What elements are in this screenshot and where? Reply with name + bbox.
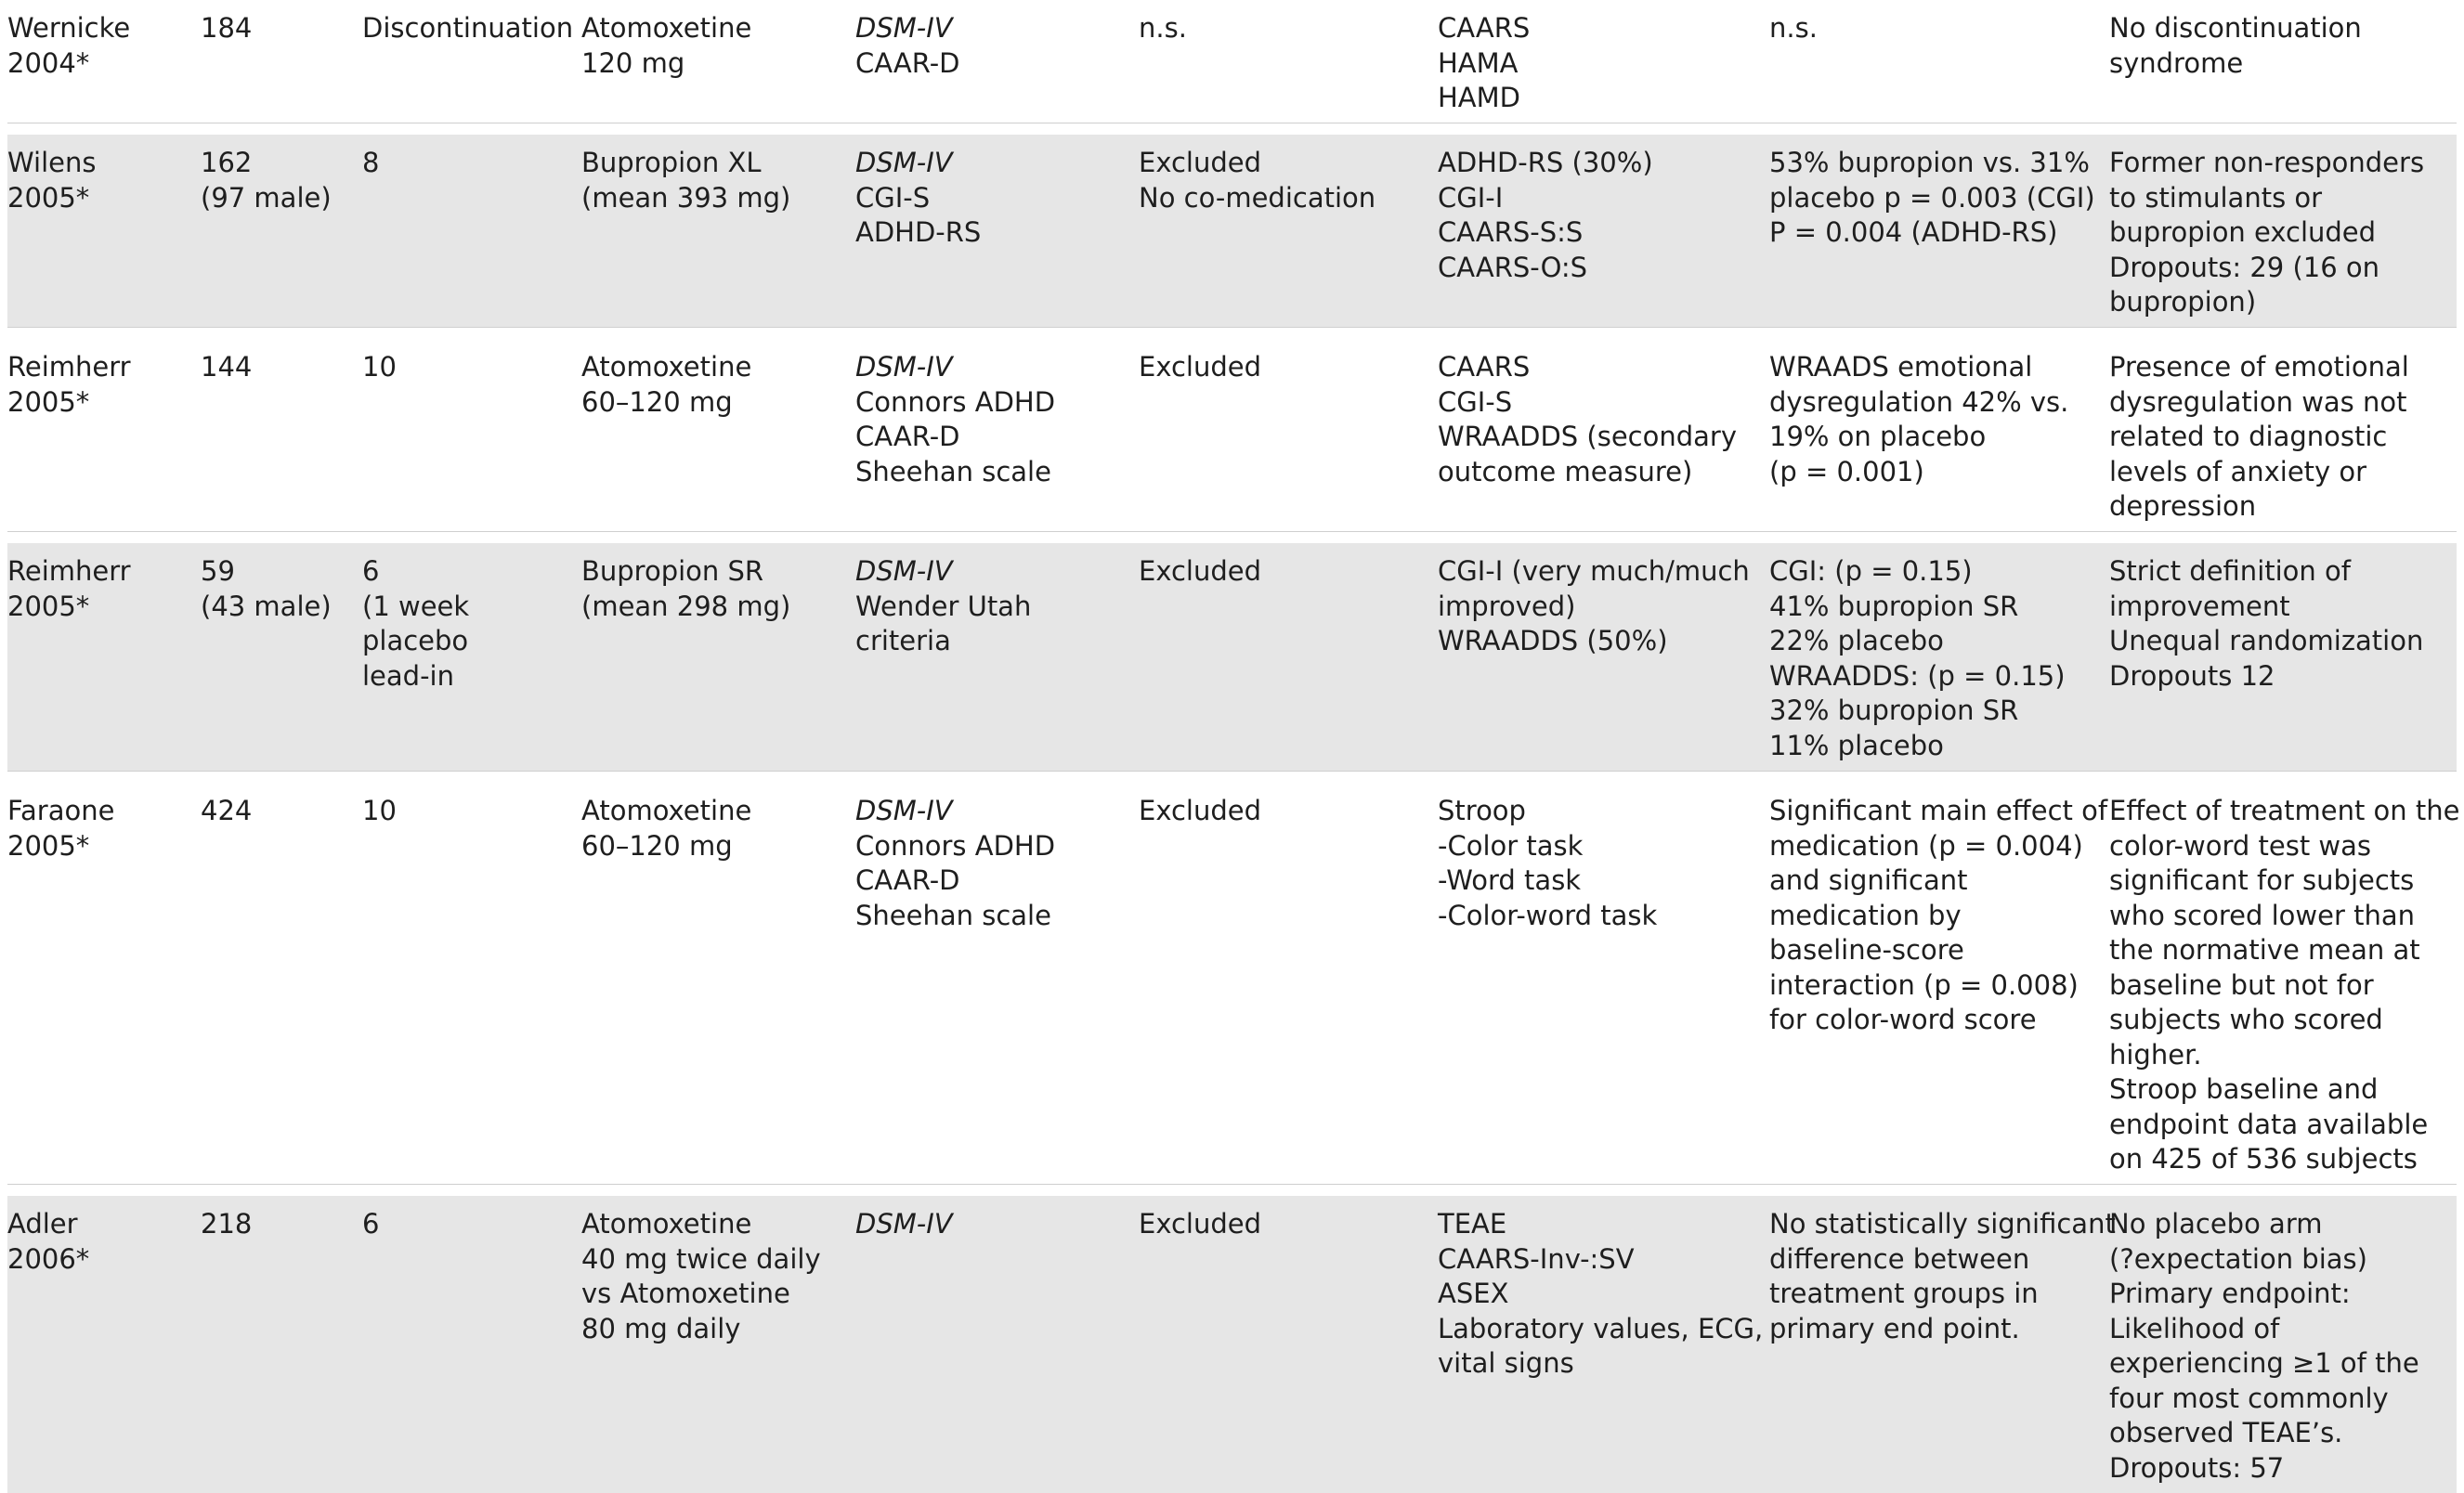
cell-text [1438, 11, 1769, 116]
cell-line: Sheehan scale [855, 899, 1051, 931]
cell-line: Reimherr [7, 555, 131, 587]
comorbidity-cell [1139, 135, 1438, 328]
cell-text [362, 794, 581, 829]
comorbidity-cell [1139, 543, 1438, 772]
cell-line: outcome measure) [1438, 455, 1693, 487]
cell-text [1769, 11, 2109, 46]
cell-text [2109, 350, 2457, 525]
cell-line: Atomoxetine [581, 351, 752, 383]
cell-line: baseline but not for [2109, 968, 2374, 1001]
cell-line: WRAADS emotional [1769, 351, 2033, 383]
cell-line: n.s. [1769, 12, 1818, 44]
cell-line: treatment groups in [1769, 1278, 2039, 1309]
cell-line: -Color-word task [1438, 899, 1658, 931]
cell-line: HAMD [1438, 82, 1520, 113]
cell-line: 80 mg daily [581, 1312, 741, 1344]
cell-line: No placebo arm [2109, 1208, 2323, 1240]
n-cell [201, 0, 362, 123]
table-row [7, 1196, 2457, 1493]
row-divider-line [7, 772, 2457, 784]
cell-text [1139, 554, 1438, 590]
cell-line: 218 [201, 1208, 253, 1240]
table-row [7, 339, 2457, 532]
cell-text [1438, 554, 1769, 659]
cell-line: CAAR-D [855, 421, 960, 452]
cell-line: Dropouts 12 [2109, 659, 2275, 692]
cell-text [1139, 350, 1438, 385]
n-cell [201, 543, 362, 772]
cell-line: (43 male) [201, 590, 332, 622]
n-cell [201, 135, 362, 328]
cell-text [1769, 794, 2109, 1038]
cell-line: (1 week [362, 590, 470, 622]
cell-line: 2006* [7, 1242, 90, 1275]
cell-line: No discontinuation [2109, 12, 2362, 44]
cell-text [1769, 1207, 2116, 1346]
cell-line: CAARS-Inv-:SV [1438, 1242, 1635, 1275]
drug-dose-cell [581, 1196, 855, 1493]
cell-line: Laboratory values, ECG, [1438, 1312, 1764, 1344]
cell-line: No co-medication [1139, 181, 1376, 214]
cell-line: DSM-IV [855, 351, 953, 383]
cell-text [362, 146, 581, 181]
cell-text [7, 794, 201, 863]
cell-line: CGI-I [1438, 181, 1504, 214]
cell-text [7, 146, 201, 215]
cell-text [1438, 794, 1769, 933]
cell-line: vs Atomoxetine [581, 1278, 790, 1309]
diagnosis-cell [855, 1196, 1139, 1493]
cell-line: 2004* [7, 46, 90, 79]
cell-text [1139, 146, 1438, 215]
cell-line: criteria [855, 625, 951, 656]
cell-text [581, 794, 855, 863]
cell-line: Dropouts: 57 [2109, 1451, 2285, 1484]
row-divider-line [7, 1185, 2457, 1197]
cell-text [1139, 11, 1438, 46]
cell-line: Presence of emotional [2109, 351, 2409, 383]
cell-text [2109, 1207, 2457, 1486]
cell-line: 162 [201, 147, 253, 178]
cell-line: improvement [2109, 590, 2290, 622]
cell-line: TEAE [1438, 1208, 1507, 1240]
results-cell [1769, 543, 2109, 772]
comorbidity-cell [1139, 1196, 1438, 1493]
drug-dose-cell [581, 783, 855, 1185]
cell-text [201, 794, 362, 829]
cell-line: CAARS [1438, 351, 1531, 383]
cell-text [362, 350, 581, 385]
cell-line: levels of anxiety or [2109, 455, 2367, 487]
cell-text [855, 146, 1139, 251]
cell-line: dysregulation was not [2109, 385, 2407, 418]
cell-line: 2005* [7, 590, 90, 622]
cell-line: CGI-S [855, 181, 931, 214]
drug-dose-cell [581, 135, 855, 328]
cell-text [1438, 350, 1769, 489]
cell-line: CGI-I (very much/much [1438, 555, 1750, 587]
cell-line: Wender Utah [855, 590, 1032, 622]
row-divider [7, 772, 2457, 784]
cell-line: (mean 393 mg) [581, 181, 791, 214]
cell-line: medication (p = 0.004) [1769, 829, 2083, 862]
cell-text [362, 1207, 581, 1242]
cell-line: DSM-IV [855, 795, 953, 826]
cell-line: n.s. [1139, 12, 1187, 44]
cell-line: for color-word score [1769, 1004, 2037, 1035]
cell-line: Excluded [1139, 351, 1262, 383]
cell-line: Excluded [1139, 795, 1262, 826]
cell-line: endpoint data available [2109, 1108, 2429, 1140]
cell-line: medication by [1769, 899, 1962, 931]
cell-line: 8 [362, 147, 380, 178]
cell-line: experiencing ≥1 of the [2109, 1347, 2419, 1379]
cell-line: subjects who scored [2109, 1004, 2383, 1035]
cell-line: bupropion excluded [2109, 216, 2377, 248]
diagnosis-cell [855, 543, 1139, 772]
cell-text [2109, 794, 2460, 1177]
duration-cell [362, 1196, 581, 1493]
cell-line: syndrome [2109, 46, 2244, 79]
comments-cell [2109, 783, 2460, 1185]
cell-line: Excluded [1139, 555, 1262, 587]
cell-line: related to diagnostic [2109, 421, 2388, 452]
cell-line: significant for subjects [2109, 864, 2415, 896]
results-cell [1769, 1196, 2116, 1493]
cell-line: 60–120 mg [581, 829, 733, 862]
cell-line: CGI: (p = 0.15) [1769, 555, 1973, 587]
cell-line: Bupropion XL [581, 147, 762, 178]
comorbidity-cell [1139, 783, 1438, 1185]
cell-line: Excluded [1139, 147, 1262, 178]
row-divider [7, 328, 2457, 340]
outcome-measures-cell [1438, 1196, 1769, 1493]
table-row [7, 0, 2457, 123]
cell-line: observed TEAE’s. [2109, 1417, 2343, 1448]
cell-text [855, 554, 1139, 659]
cell-line: bupropion) [2109, 286, 2257, 318]
cell-text [1769, 554, 2109, 763]
cell-line: DSM-IV [855, 555, 953, 587]
outcome-measures-cell [1438, 135, 1769, 328]
outcome-measures-cell [1438, 0, 1769, 123]
drug-dose-cell [581, 543, 855, 772]
cell-line: depression [2109, 490, 2257, 522]
cell-text [2109, 146, 2457, 320]
outcome-measures-cell [1438, 543, 1769, 772]
study-cell [7, 135, 201, 328]
cell-line: CAARS-S:S [1438, 216, 1584, 248]
cell-line: (p = 0.001) [1769, 455, 1924, 487]
cell-text [7, 554, 201, 624]
cell-line: Atomoxetine [581, 795, 752, 826]
cell-line: CGI-S [1438, 385, 1513, 418]
results-cell [1769, 783, 2109, 1185]
cell-line: Former non-responders [2109, 147, 2425, 178]
cell-line: -Color task [1438, 829, 1584, 862]
cell-line: Connors ADHD [855, 385, 1056, 418]
cell-line: WRAADDS (secondary [1438, 421, 1738, 452]
cell-text [1438, 146, 1769, 285]
n-cell [201, 339, 362, 532]
cell-line: Bupropion SR [581, 555, 764, 587]
duration-cell [362, 339, 581, 532]
cell-text [2109, 554, 2457, 694]
cell-text [581, 554, 855, 624]
cell-line: and significant [1769, 864, 1968, 896]
drug-dose-cell [581, 0, 855, 123]
cell-line: 59 [201, 555, 235, 587]
row-divider [7, 532, 2457, 544]
comments-cell [2109, 135, 2457, 328]
study-cell [7, 1196, 201, 1493]
comorbidity-cell [1139, 339, 1438, 532]
cell-line: dysregulation 42% vs. [1769, 385, 2069, 418]
cell-line: (?expectation bias) [2109, 1242, 2367, 1275]
cell-line: ASEX [1438, 1278, 1509, 1309]
cell-line: on 425 of 536 subjects [2109, 1143, 2418, 1175]
cell-line: -Word task [1438, 864, 1582, 896]
cell-line: 2005* [7, 829, 90, 862]
cell-line: Faraone [7, 795, 115, 826]
duration-cell [362, 783, 581, 1185]
cell-line: placebo p = 0.003 (CGI) [1769, 181, 2095, 214]
duration-cell [362, 543, 581, 772]
cell-line: Adler [7, 1208, 78, 1240]
cell-line: who scored lower than [2109, 899, 2416, 931]
drug-dose-cell [581, 339, 855, 532]
row-divider-line [7, 532, 2457, 544]
results-cell [1769, 135, 2109, 328]
cell-line: CAARS [1438, 12, 1531, 44]
study-cell [7, 543, 201, 772]
cell-line: 2005* [7, 385, 90, 418]
cell-line: DSM-IV [855, 1208, 953, 1240]
cell-line: lead-in [362, 659, 454, 692]
cell-line: 60–120 mg [581, 385, 733, 418]
studies-table [7, 0, 2460, 1493]
cell-line: CAAR-D [855, 864, 960, 896]
cell-line: WRAADDS (50%) [1438, 625, 1668, 656]
n-cell [201, 1196, 362, 1493]
results-cell [1769, 0, 2109, 123]
cell-line: 41% bupropion SR [1769, 590, 2019, 622]
cell-line: (mean 298 mg) [581, 590, 791, 622]
cell-line: baseline-score [1769, 934, 1964, 966]
table-row [7, 135, 2457, 328]
cell-line: CAAR-D [855, 46, 960, 79]
comments-cell [2109, 1196, 2457, 1493]
cell-line: Wilens [7, 147, 97, 178]
cell-line: DSM-IV [855, 12, 953, 44]
comments-cell [2109, 543, 2457, 772]
cell-line: ADHD-RS [855, 216, 982, 248]
cell-line: 40 mg twice daily [581, 1242, 821, 1275]
cell-line: 19% on placebo [1769, 421, 1987, 452]
cell-line: vital signs [1438, 1347, 1574, 1379]
comments-cell [2109, 0, 2457, 123]
cell-line: Stroop [1438, 795, 1526, 826]
cell-text [581, 350, 855, 420]
cell-text [855, 794, 1139, 933]
cell-text [201, 146, 362, 215]
cell-line: No statistically significant [1769, 1208, 2116, 1240]
cell-line: 22% placebo [1769, 625, 1944, 656]
cell-line: Atomoxetine [581, 12, 752, 44]
cell-text [581, 146, 855, 215]
cell-text [201, 11, 362, 46]
diagnosis-cell [855, 339, 1139, 532]
cell-line: 2005* [7, 181, 90, 214]
cell-line: the normative mean at [2109, 934, 2420, 966]
cell-line: higher. [2109, 1038, 2202, 1071]
cell-line: Unequal randomization [2109, 625, 2424, 656]
cell-line: 120 mg [581, 46, 685, 79]
cell-line: 32% bupropion SR [1769, 695, 2019, 726]
study-cell [7, 783, 201, 1185]
cell-text [855, 350, 1139, 489]
comorbidity-cell [1139, 0, 1438, 123]
cell-line: WRAADDS: (p = 0.15) [1769, 659, 2066, 692]
duration-cell [362, 135, 581, 328]
n-cell [201, 783, 362, 1185]
cell-line: difference between [1769, 1242, 2030, 1275]
cell-line: 6 [362, 1208, 380, 1240]
cell-line: Sheehan scale [855, 455, 1051, 487]
results-cell [1769, 339, 2109, 532]
cell-line: Effect of treatment on the [2109, 795, 2460, 826]
cell-text [1769, 350, 2109, 489]
row-divider [7, 1185, 2457, 1197]
cell-text [362, 554, 581, 694]
row-divider [7, 123, 2457, 136]
cell-text [7, 11, 201, 81]
cell-line: Connors ADHD [855, 829, 1056, 862]
row-divider-line [7, 328, 2457, 340]
cell-text [581, 1207, 855, 1346]
cell-line: 11% placebo [1769, 729, 1944, 761]
cell-text [7, 1207, 201, 1277]
cell-line: DSM-IV [855, 147, 953, 178]
cell-line: Primary endpoint: [2109, 1278, 2351, 1309]
study-cell [7, 339, 201, 532]
cell-line: 6 [362, 555, 380, 587]
cell-text [201, 554, 362, 624]
cell-text [201, 1207, 362, 1242]
diagnosis-cell [855, 783, 1139, 1185]
cell-line: Strict definition of [2109, 555, 2351, 587]
cell-line: CAARS-O:S [1438, 251, 1588, 283]
cell-line: 10 [362, 351, 397, 383]
cell-text [362, 11, 581, 46]
cell-line: improved) [1438, 590, 1576, 622]
cell-line: Reimherr [7, 351, 131, 383]
cell-line: 144 [201, 351, 253, 383]
table-row [7, 783, 2457, 1185]
cell-line: four most commonly [2109, 1382, 2389, 1414]
duration-cell [362, 0, 581, 123]
cell-text [855, 1207, 1139, 1242]
cell-line: 53% bupropion vs. 31% [1769, 147, 2090, 178]
cell-line: Discontinuation [362, 12, 574, 44]
cell-text [1139, 794, 1438, 829]
cell-text [7, 350, 201, 420]
row-divider-line [7, 123, 2457, 136]
cell-line: Stroop baseline and [2109, 1073, 2379, 1105]
cell-line: primary end point. [1769, 1312, 2020, 1344]
cell-line: P = 0.004 (ADHD-RS) [1769, 216, 2058, 248]
cell-line: color-word test was [2109, 829, 2372, 862]
cell-line: HAMA [1438, 46, 1519, 79]
cell-line: 184 [201, 12, 253, 44]
cell-line: to stimulants or [2109, 181, 2323, 214]
cell-line: interaction (p = 0.008) [1769, 968, 2079, 1001]
cell-text [855, 11, 1139, 81]
cell-line: Atomoxetine [581, 1208, 752, 1240]
cell-line: Excluded [1139, 1208, 1262, 1240]
cell-line: Wernicke [7, 12, 131, 44]
outcome-measures-cell [1438, 339, 1769, 532]
cell-text [1139, 1207, 1438, 1242]
cell-line: Dropouts: 29 (16 on [2109, 251, 2380, 283]
cell-line: Significant main effect of [1769, 795, 2108, 826]
comments-cell [2109, 339, 2457, 532]
cell-line: ADHD-RS (30%) [1438, 147, 1653, 178]
cell-line: Likelihood of [2109, 1312, 2280, 1344]
cell-text [1438, 1207, 1769, 1382]
cell-text [581, 11, 855, 81]
outcome-measures-cell [1438, 783, 1769, 1185]
table-body [7, 0, 2460, 1493]
cell-line: 10 [362, 795, 397, 826]
cell-text [2109, 11, 2457, 81]
cell-line: (97 male) [201, 181, 332, 214]
cell-text [1769, 146, 2109, 251]
diagnosis-cell [855, 135, 1139, 328]
cell-line: 424 [201, 795, 253, 826]
diagnosis-cell [855, 0, 1139, 123]
cell-text [201, 350, 362, 385]
table-row [7, 543, 2457, 772]
cell-line: placebo [362, 625, 469, 656]
study-cell [7, 0, 201, 123]
